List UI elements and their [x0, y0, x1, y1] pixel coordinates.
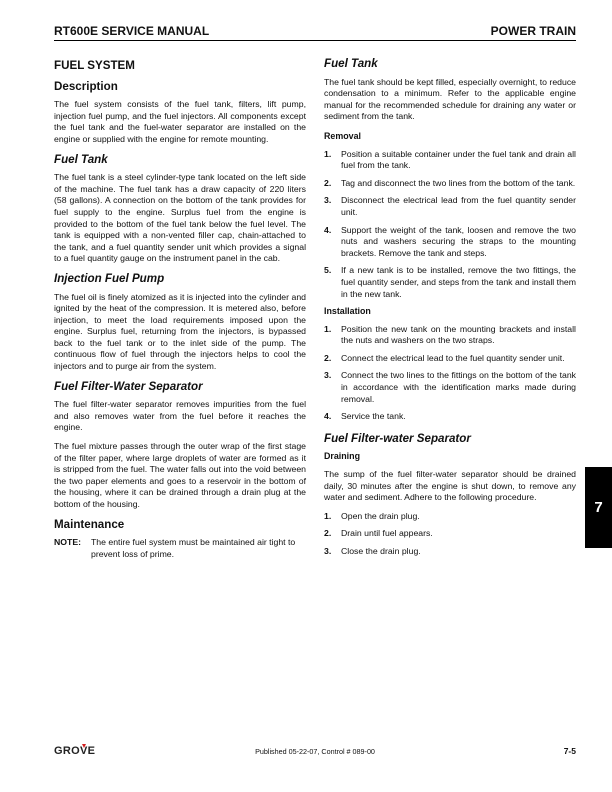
separator-paragraph: The fuel mixture passes through the outer wrap of the first stage of the filter paper, where large droplets of water are formed as it is stripped from the fuel. The water falls out into the void between the two paper elements and goes to a reservoir in the bottom of the housing, where it can be drained through a drain plug at the bottom of the housing.	[54, 441, 306, 509]
draining-step	[324, 528, 576, 540]
step-text: Disconnect the electrical lead from the fuel quantity sender unit.	[341, 195, 576, 217]
draining-steps	[324, 511, 576, 558]
step-number: 1.	[324, 510, 332, 521]
tank-maintenance-section	[324, 58, 576, 123]
step-number: 3.	[324, 195, 332, 206]
removal-heading: Removal	[324, 130, 361, 141]
page-number: 7-5	[563, 746, 576, 756]
right-column	[324, 58, 576, 564]
installation-step	[324, 370, 576, 405]
step-number: 2.	[324, 528, 332, 539]
fuel-tank-text: The fuel tank should be kept filled, especially overnight, to reduce condensation to a minimum. Refer to the applicable engine manual for the recommended schedule for draining any water or sediment from the tank.	[324, 76, 576, 122]
manual-title: RT600E SERVICE MANUAL	[54, 24, 210, 38]
section-title: POWER TRAIN	[490, 24, 576, 38]
removal-step	[324, 149, 576, 172]
page-title: FUEL SYSTEM	[54, 59, 135, 72]
left-column	[54, 58, 306, 568]
logo-text: GRO	[54, 745, 80, 757]
fuel-tank-section	[54, 154, 306, 265]
removal-steps	[324, 149, 576, 301]
installation-heading: Installation	[324, 306, 371, 317]
step-text: Position the new tank on the mounting brackets and install the nuts and washers on the two straps.	[341, 323, 576, 346]
maintenance-heading: Maintenance	[54, 517, 125, 531]
step-number: 5.	[324, 265, 332, 276]
publication-info: Published 05-22-07, Control # 089-00	[255, 747, 375, 756]
step-number: 2.	[324, 352, 332, 363]
step-text: Support the weight of the tank, loosen and remove the two nuts and washers securing the straps to the mounting brackets. Remove the tank and steps.	[341, 224, 576, 258]
fuel-tank-heading: Fuel Tank	[324, 57, 378, 70]
injection-pump-text: The fuel oil is finely atomized as it is injected into the cylinder and ignited by the heat of the compression. It is metered also, before injection, to meet the load requirements imposed upon the engine. Surplus fuel, returning from the injectors, is bypassed back to the fuel tank or to the inlet side of the pump. The continuous flow of fuel through the injectors helps to cool the injectors and to purge air from the system.	[54, 291, 306, 372]
step-text: Service the tank.	[341, 411, 406, 422]
description-heading: Description	[54, 79, 118, 93]
draining-text: The sump of the fuel filter-water separator should be drained daily, 30 minutes after the engine is shut down, to remove any water and sediment. Adhere to the following procedure.	[324, 469, 576, 503]
fuel-tank-text: The fuel tank is a steel cylinder-type tank located on the left side of the machine. The fuel tank has a draw capacity of 220 liters (58 gallons). A connection on the bottom of the tank provides for fuel supply to the engine. Surplus fuel from the engine is provided to the bottom of the fuel tank below the fuel level. The tank is equipped with a non-vented filler cap, chain-attached to the tank, and a fuel quantity sender unit which provides a signal to a fuel quantity gauge on the instrument panel in the cab.	[54, 172, 306, 264]
chapter-tab	[585, 467, 612, 548]
logo-text: E	[87, 745, 96, 757]
step-text: Connect the electrical lead to the fuel quantity sender unit.	[341, 352, 565, 363]
note-text: The entire fuel system must be maintained air tight to prevent loss of prime.	[91, 537, 296, 559]
step-text: Open the drain plug.	[341, 510, 420, 521]
step-number: 2.	[324, 177, 332, 188]
description-text: The fuel system consists of the fuel tank, filters, lift pump, injection fuel pump, and the fuel injectors. All components except the fuel tank and the fuel-water separator are installed on the engine or supplied with the engine for remote mounting.	[54, 99, 306, 144]
step-text: Tag and disconnect the two lines from the bottom of the tank.	[341, 177, 576, 188]
injection-pump-heading: Injection Fuel Pump	[54, 271, 165, 285]
step-text: Position a suitable container under the fuel tank and drain all fuel from the tank.	[341, 148, 576, 171]
injection-pump-section	[54, 273, 306, 373]
step-number: 1.	[324, 323, 332, 334]
step-number: 4.	[324, 411, 332, 422]
draining-step	[324, 511, 576, 523]
page-footer	[54, 746, 576, 760]
removal-step	[324, 178, 576, 190]
draining-step	[324, 546, 576, 558]
step-number: 3.	[324, 370, 332, 381]
chapter-number: 7	[594, 499, 603, 516]
fuel-tank-heading: Fuel Tank	[54, 152, 108, 166]
installation-steps	[324, 324, 576, 423]
separator-paragraph: The fuel filter-water separator removes impurities from the fuel and also removes water from the fuel before it reaches the engine.	[54, 399, 306, 433]
removal-step	[324, 225, 576, 260]
step-number: 1.	[324, 148, 332, 159]
logo-v-mark: V	[79, 745, 88, 757]
separator-heading: Fuel Filter-Water Separator	[54, 379, 203, 393]
step-text: If a new tank is to be installed, remove the two fittings, the fuel quantity sender, and steps from the tank and install them in the new tank.	[341, 265, 576, 299]
installation-step	[324, 324, 576, 347]
step-text: Close the drain plug.	[341, 546, 421, 556]
page-header	[54, 24, 576, 41]
step-text: Drain until fuel appears.	[341, 528, 433, 539]
step-number: 4.	[324, 224, 332, 235]
removal-step	[324, 265, 576, 300]
removal-step	[324, 195, 576, 218]
maintenance-section	[54, 519, 306, 561]
note	[54, 537, 306, 560]
installation-step	[324, 411, 576, 423]
step-text: Connect the two lines to the fittings on the bottom of the tank in accordance with the identification marks made during removal.	[341, 370, 576, 404]
note-label: NOTE:	[54, 537, 82, 548]
draining-heading: Draining	[324, 451, 360, 462]
installation-step	[324, 353, 576, 365]
separator-section	[54, 381, 306, 511]
step-number: 3.	[324, 546, 332, 556]
description-section	[54, 81, 306, 146]
separator-heading: Fuel Filter-water Separator	[324, 431, 471, 445]
